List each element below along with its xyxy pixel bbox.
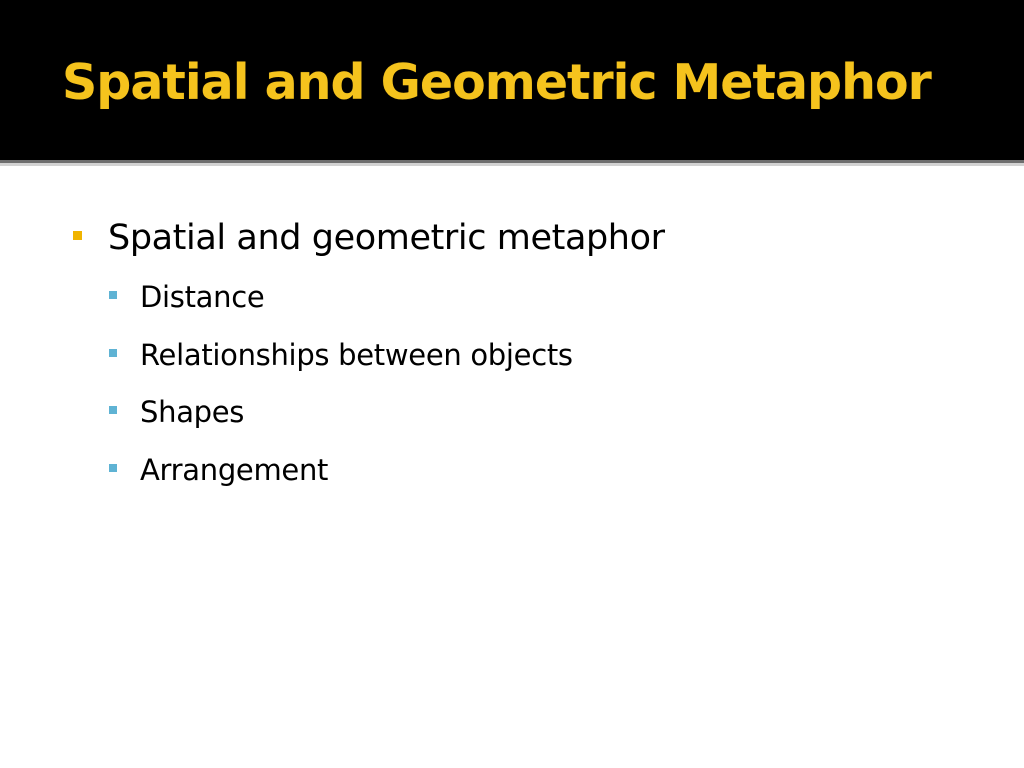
sub-bullet-item xyxy=(109,337,573,373)
square-bullet-icon xyxy=(109,464,117,472)
slide-title: Spatial and Geometric Metaphor xyxy=(62,54,931,111)
sub-bullet-item xyxy=(109,452,328,488)
bullet-item xyxy=(73,216,665,260)
sub-bullet-text: Relationships between objects xyxy=(140,338,573,372)
square-bullet-icon xyxy=(73,231,82,240)
sub-bullet-text: Shapes xyxy=(140,395,245,429)
square-bullet-icon xyxy=(109,349,117,357)
square-bullet-icon xyxy=(109,406,117,414)
sub-bullet-text: Arrangement xyxy=(140,453,329,487)
sub-bullet-item xyxy=(109,394,244,430)
sub-bullet-item xyxy=(109,279,264,315)
bullet-text: Spatial and geometric metaphor xyxy=(108,218,665,258)
sub-bullet-text: Distance xyxy=(140,280,265,314)
square-bullet-icon xyxy=(109,291,117,299)
